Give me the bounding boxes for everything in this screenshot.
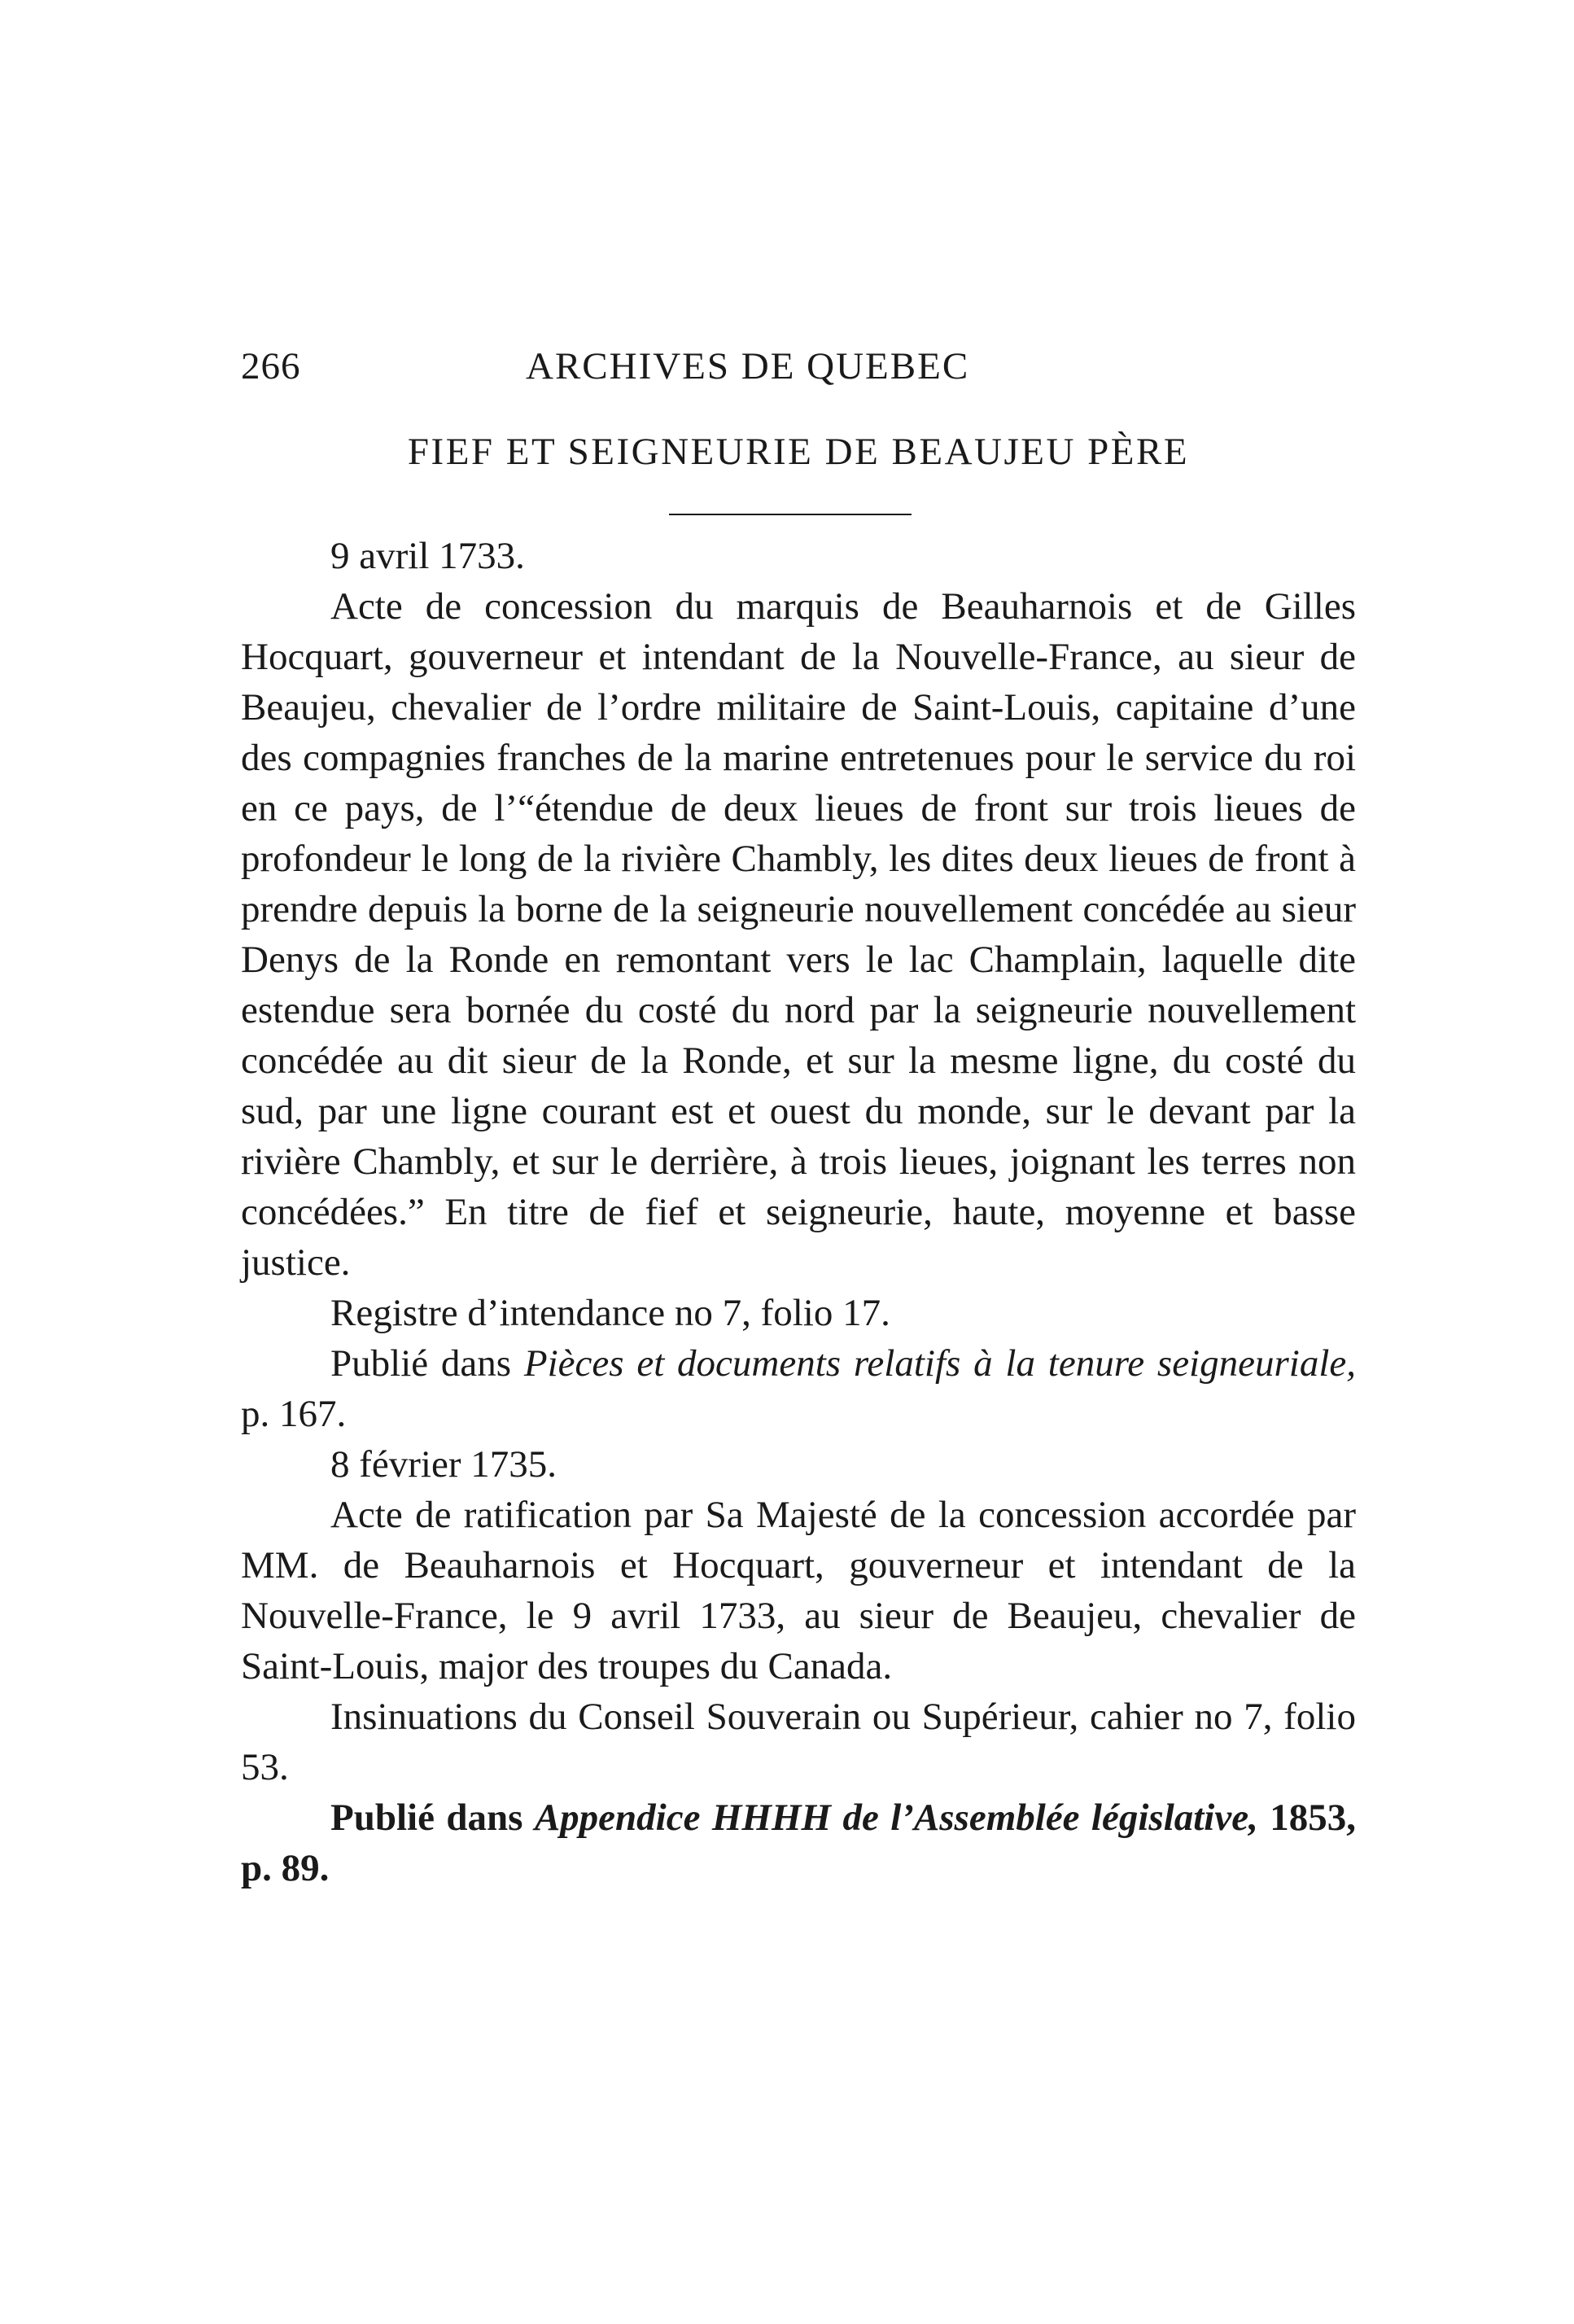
entry-publication — [241, 1338, 1356, 1439]
entry-date: 9 avril 1733. — [330, 535, 525, 577]
running-title: ARCHIVES DE QUEBEC — [526, 345, 970, 387]
page-number: 266 — [241, 345, 301, 387]
publication-suffix: 1853, p. 89. — [241, 1797, 1356, 1889]
title-rule — [669, 514, 912, 515]
publication-title: Appendice HHHH de l’Assemblée législative, — [534, 1797, 1258, 1839]
entry-publication — [241, 1792, 1356, 1893]
section-title: FIEF ET SEIGNEURIE DE BEAUJEU PÈRE — [407, 431, 1190, 473]
document-body — [241, 531, 1356, 1893]
publication-suffix: p. 167. — [241, 1393, 347, 1435]
entry-source: Insinuations du Conseil Souverain ou Supérieur, cahier no 7, folio 53. — [241, 1696, 1356, 1788]
entry-text: Acte de concession du marquis de Beauharnois et de Gilles Hocquart, gouverneur et intendant de la Nouvelle-France, au sieur de Beaujeu, chevalier de l’ordre militaire de Saint-Louis, capitaine d’une des compagnies franches de la marine entretenues pour le service du roi en ce pays, de l’“étendue de deux lieues de front sur trois lieues de profondeur le long de la rivière Chambly, les dites deux lieues de front à prendre depuis la borne de la seigneurie nouvellement concédée au sieur Denys de la Ronde en remontant vers le lac Champlain, laquelle dite estendue sera bornée du costé du nord par la seigneurie nouvellement concédée au dit sieur de la Ronde, et sur la mesme ligne, du costé du sud, par une ligne courant est et ouest du monde, sur le devant par la rivière Chambly, et sur le derrière, à trois lieues, joignant les terres non concédées.” En titre de fief et seigneurie, haute, moyenne et basse justice. — [241, 585, 1356, 1284]
entry-date: 8 février 1735. — [330, 1443, 557, 1486]
entry-source: Registre d’intendance no 7, folio 17. — [330, 1292, 890, 1334]
entry-text: Acte de ratification par Sa Majesté de la concession accordée par MM. de Beauharnois et Hocquart, gouverneur et intendant de la Nouvelle-France, le 9 avril 1733, au sieur de Beaujeu, chevalier de Saint-Louis, major des troupes du Canada. — [241, 1494, 1356, 1687]
publication-prefix: Publié dans — [330, 1797, 535, 1839]
running-head — [241, 334, 1356, 399]
publication-title: Pièces et documents relatifs à la tenure seigneuriale, — [523, 1342, 1356, 1385]
publication-prefix: Publié dans — [330, 1342, 524, 1385]
